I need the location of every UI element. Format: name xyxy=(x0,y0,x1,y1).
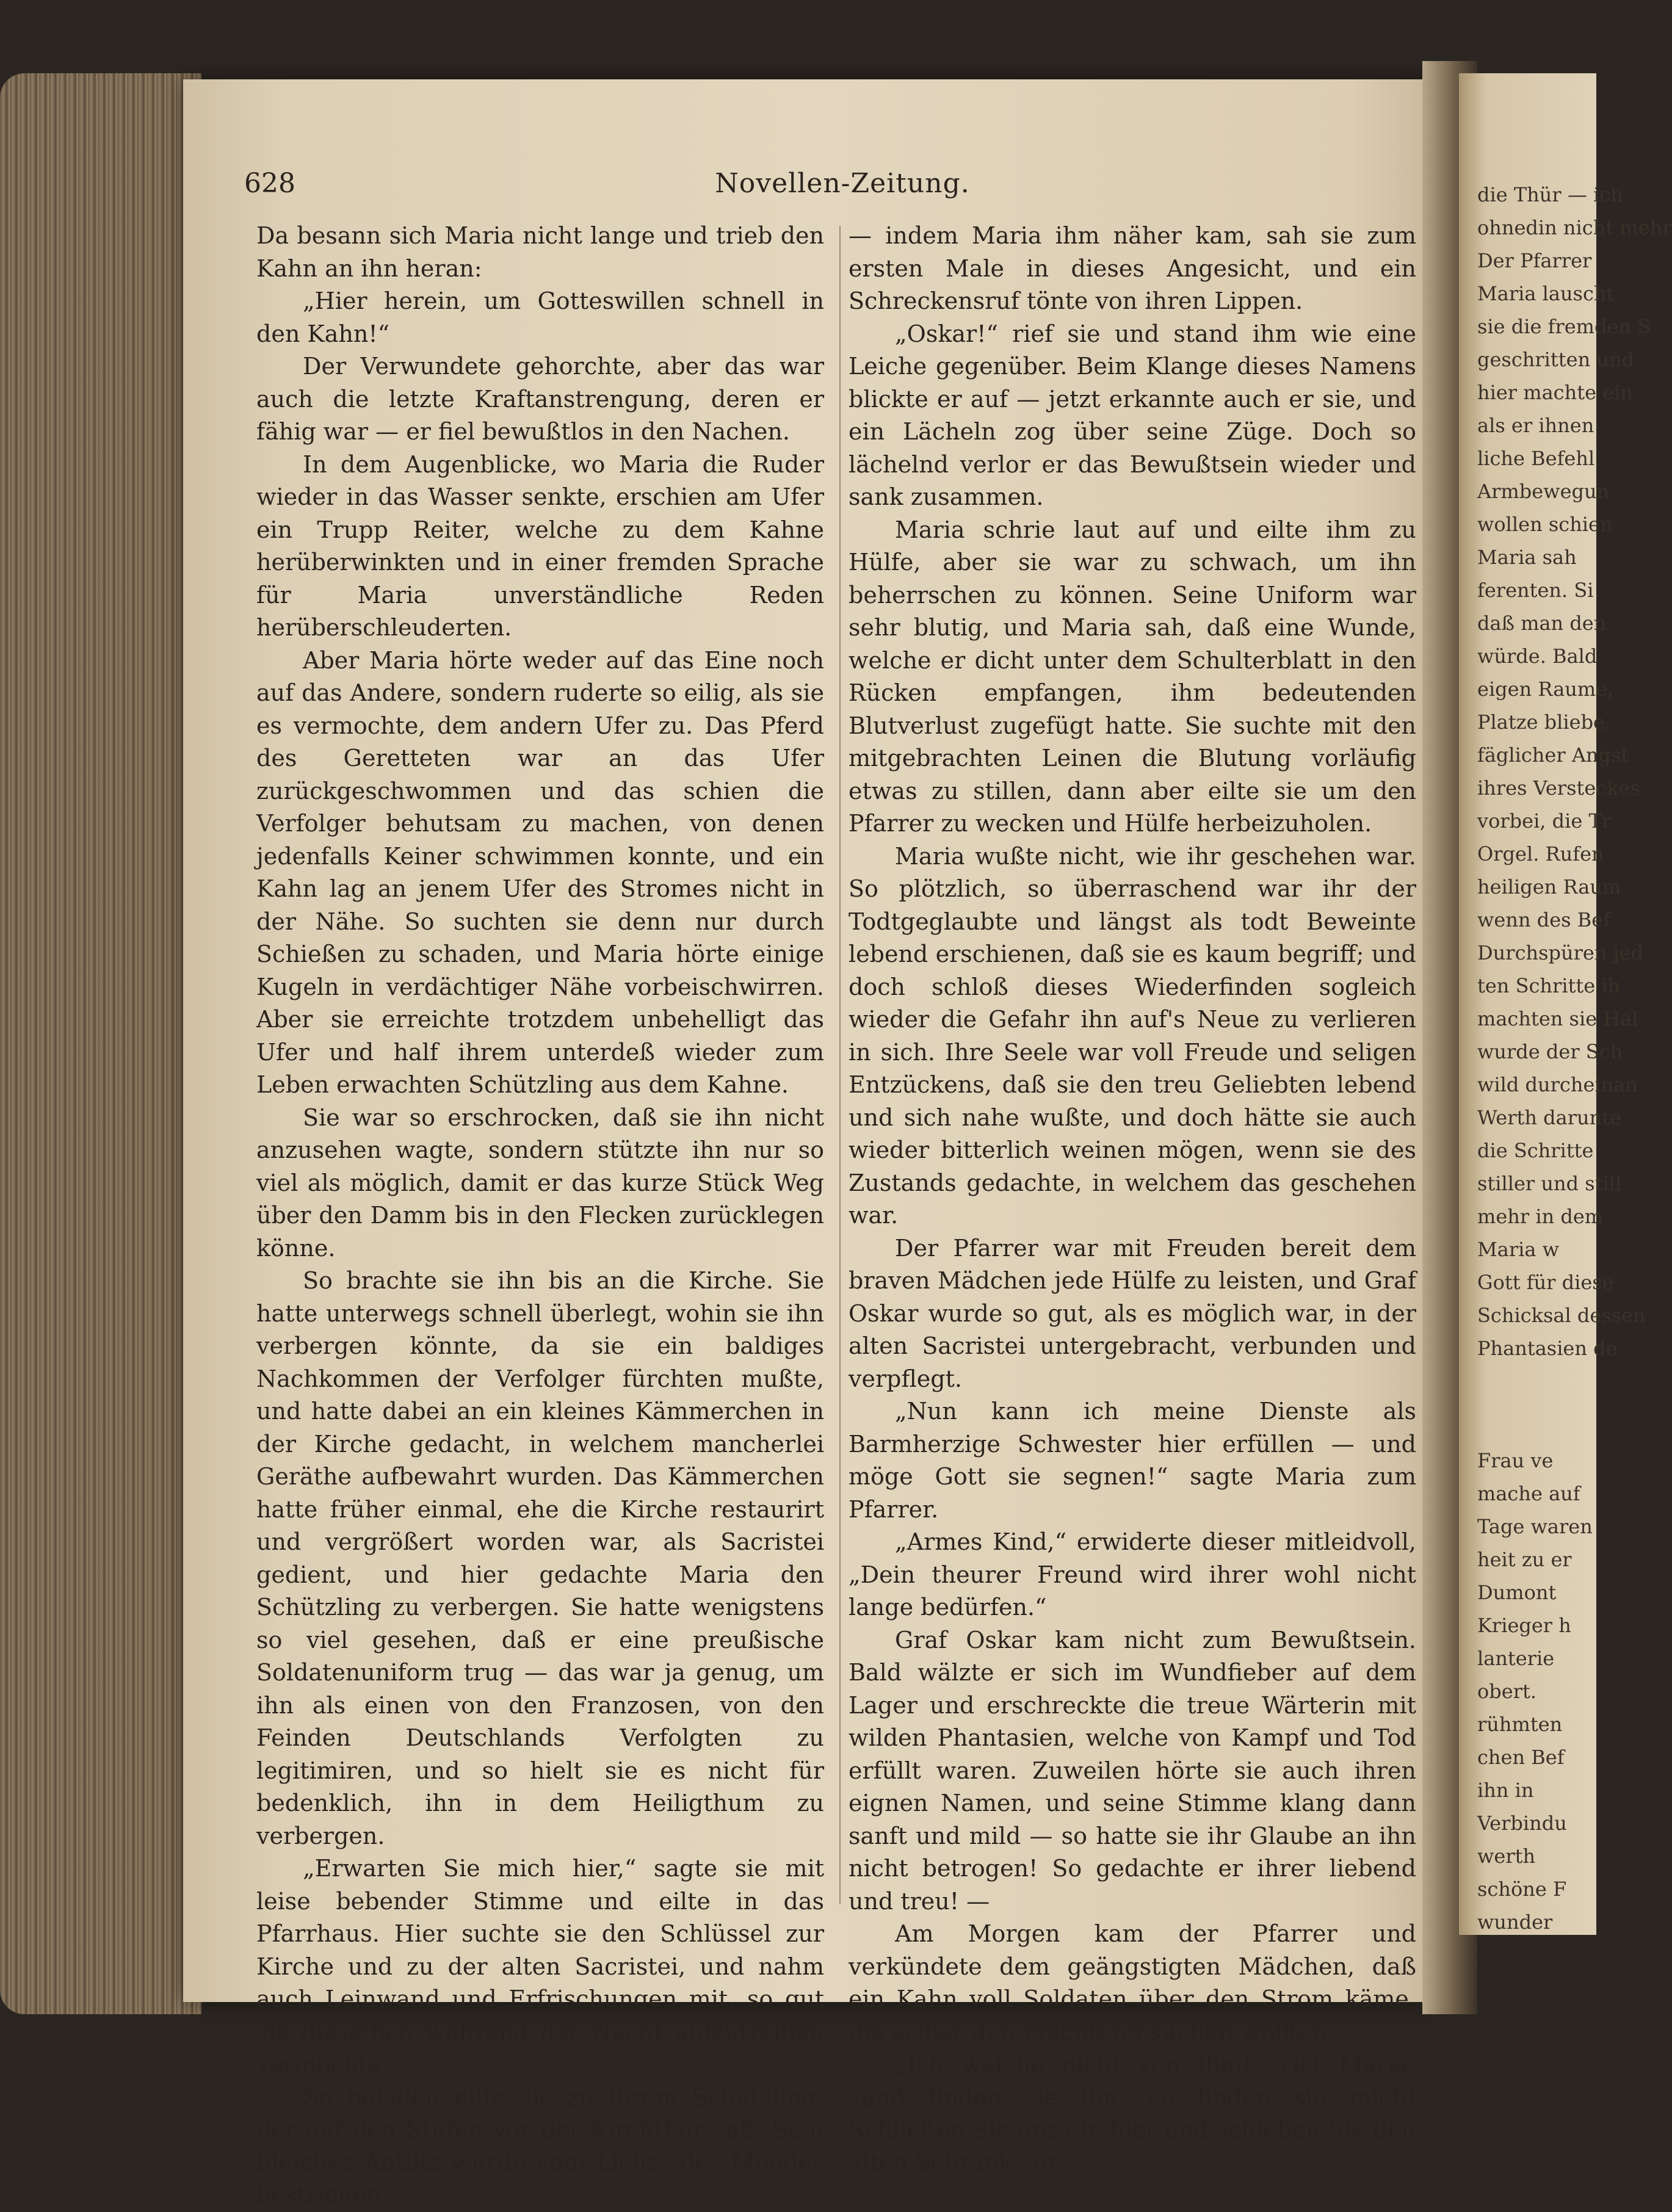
next-page-text-fragment: Durchspüren jed xyxy=(1477,941,1643,964)
next-page-text-fragment: Orgel. Rufen xyxy=(1477,842,1604,866)
next-page-text-fragment: heit zu er xyxy=(1477,1548,1572,1571)
next-page-text-fragment: Verbindu xyxy=(1477,1812,1567,1835)
paragraph: Der Pfarrer war mit Freuden bereit dem braven Mädchen jede Hülfe zu leisten, und Graf Oskar wurde so gut, als es möglich war, in der alten Sacristei untergebracht, verbunden und verpflegt. xyxy=(849,1234,1416,1392)
paragraph: — indem Maria ihm näher kam, sah sie zum ersten Male in dieses Angesicht, und ein Schreckensruf tönte von ihren Lippen. xyxy=(849,222,1416,314)
next-page-text-fragment: Armbewegun xyxy=(1477,480,1610,503)
paragraph: So beladen eilte sie zu ihrem Schützling, der auf den Stufen vor der Kirchthür saß. Sein bleiches Antlitz wurde vom Lichte des Mondes bestrichen xyxy=(256,2083,824,2208)
next-page-text-fragment: Der Pfarrer xyxy=(1477,249,1592,272)
paragraph: „Armes Kind,“ erwiderte dieser mitleidvoll, „Dein theurer Freund wird ihrer wohl nicht lange bedürfen.“ xyxy=(849,1528,1416,1621)
next-page-fragment xyxy=(1459,73,1672,1935)
next-page-text-fragment: Platze bliebe. xyxy=(1477,710,1612,734)
next-page-text-fragment: vorbei, die Tr xyxy=(1477,809,1612,833)
next-page-text-fragment: Dumont xyxy=(1477,1581,1557,1604)
page-header xyxy=(244,168,1441,204)
next-page-text-fragment: schöne F xyxy=(1477,1878,1567,1901)
paragraph: Da besann sich Maria nicht lange und trieb den Kahn an ihn heran: xyxy=(256,222,824,282)
next-page-text-fragment: heiligen Raum xyxy=(1477,875,1621,898)
next-page-text-fragment: sie die fremden S xyxy=(1477,315,1651,338)
next-page-text-fragment: stiller und still xyxy=(1477,1172,1622,1195)
next-page-text-fragment: Tage waren xyxy=(1477,1515,1593,1538)
paragraph: „Erwarten Sie mich hier,“ sagte sie mit leise bebender Stimme und eilte in das Pfarrhaus. Hier suchte sie den Schlüssel zur Kirche und zu der alten Sacristei, und nahm auch Leinwand und Erfrischungen mit, so gut sie dieselben während der Nacht aufzutreiben vermochte. xyxy=(256,1855,824,2078)
next-page-text-fragment: Werth darunte xyxy=(1477,1106,1622,1129)
next-page-text-fragment: mehr in dem xyxy=(1477,1205,1604,1228)
next-page-text-fragment: liche Befehl xyxy=(1477,447,1595,470)
paragraph: Graf Oskar kam nicht zum Bewußtsein. Bald wälzte er sich im Wundfieber auf dem Lager und erschreckte die treue Wärterin mit wilden Phantasien, welche von Kampf und Tod erfüllt waren. Zuweilen hörte sie auch ihren eignen Namen, und seine Stimme klang dann sanft und mild — so hatte sie ihr Glaube an ihn nicht betrogen! So gedachte er ihrer liebend und treu! — xyxy=(849,1626,1416,1915)
next-page-text-fragment: daß man den xyxy=(1477,612,1607,635)
next-page-text-fragment: Maria w xyxy=(1477,1238,1560,1261)
next-page-text-fragment: wollen schien xyxy=(1477,513,1613,536)
paragraph: Aber Maria hörte weder auf das Eine noch auf das Andere, sondern ruderte so eilig, als sie es vermochte, dem andern Ufer zu. Das Pferd des Geretteten war an das Ufer zurückgeschwommen und das schien die Verfolger behutsam zu machen, von denen jedenfalls Keiner schwimmen konnte, und ein Kahn lag an jenem Ufer des Stromes nicht in der Nähe. So suchten sie denn nur durch Schießen zu schaden, und Maria hörte einige Kugeln in verdächtiger Nähe vorbeischwirren. Aber sie erreichte trotzdem unbehelligt das Ufer und half ihrem unterdeß wieder zum Leben erwachten Schützling aus dem Kahne. xyxy=(256,646,824,1098)
page-number: 628 xyxy=(244,168,295,199)
right-column xyxy=(849,220,1416,2176)
next-page-text-fragment: mache auf xyxy=(1477,1482,1580,1505)
paragraph: „Nun kann ich meine Dienste als Barmherzige Schwester hier erfüllen — und möge Gott sie segnen!“ sagte Maria zum Pfarrer. xyxy=(849,1398,1416,1523)
next-page-text-fragment: Phantasien de xyxy=(1477,1337,1618,1360)
paragraph: „Ich weiche nicht von ihm!“ rief Maria, „und finden sie ihn, so finden sie mich! Schließen Sie uns ein hier und schieben Sie den alten Schrank vor xyxy=(849,2051,1416,2176)
next-page-text-fragment: ohnedin nicht mehr xyxy=(1477,216,1672,239)
next-page-text-fragment: geschritten und xyxy=(1477,348,1635,371)
next-page-text-fragment: eigen Raume, xyxy=(1477,678,1614,701)
next-page-text-fragment: Schicksal dessen xyxy=(1477,1304,1646,1327)
paragraph: So brachte sie ihn bis an die Kirche. Sie hatte unterwegs schnell überlegt, wohin sie ihn verbergen könnte, da sie ein baldiges Nachkommen der Verfolger fürchten mußte, und hatte dabei an ein kleines Kämmerchen in der Kirche gedacht, in welchem mancherlei Geräthe aufbewahrt wurden. Das Kämmerchen hatte früher einmal, ehe die Kirche restaurirt und vergrößert worden war, als Sacristei gedient, und hier gedachte Maria den Schützling zu verbergen. Sie hatte wenigstens so viel gesehen, daß er eine preußische Soldatenuniform trug — das war ja genug, um ihn als einen von den Franzosen, von den Feinden Deutschlands Verfolgten zu legitimiren, und so hielt sie es nicht für bedenklich, ihn in dem Heiligthum zu verbergen. xyxy=(256,1267,824,1849)
next-page-text-fragment: chen Bef xyxy=(1477,1746,1565,1769)
next-page-text-fragment: wunder xyxy=(1477,1910,1553,1934)
next-page-text-fragment: rühmten xyxy=(1477,1713,1563,1736)
next-page-text-fragment: fäglicher Angst xyxy=(1477,743,1629,767)
next-page-text-fragment: ferenten. Si xyxy=(1477,579,1594,602)
left-column xyxy=(256,220,824,2208)
paragraph: „Hier herein, um Gotteswillen schnell in den Kahn!“ xyxy=(256,287,824,347)
next-page-text-fragment: Krieger h xyxy=(1477,1614,1571,1637)
next-page-text-fragment: lanterie xyxy=(1477,1647,1555,1670)
paragraph: „Oskar!“ rief sie und stand ihm wie eine Leiche gegenüber. Beim Klange dieses Namens blickte er auf — jetzt erkannte auch er sie, und ein Lächeln zog über seine Züge. Doch so lächelnd verlor er das Bewußtsein wieder und sank zusammen. xyxy=(849,320,1416,510)
next-page-text-fragment: wenn des Bef xyxy=(1477,908,1611,931)
next-page-text-fragment: ihres Versteckes xyxy=(1477,776,1640,800)
column-divider xyxy=(839,226,841,1904)
paragraph: Der Verwundete gehorchte, aber das war auch die letzte Kraftanstrengung, deren er fähig war — er fiel bewußtlos in den Nachen. xyxy=(256,353,824,445)
running-title: Novellen-Zeitung. xyxy=(715,168,970,199)
next-page-text-fragment: ihn in xyxy=(1477,1779,1534,1802)
next-page-text-fragment: als er ihnen xyxy=(1477,414,1594,437)
next-page-text-fragment: die Schritte xyxy=(1477,1139,1594,1162)
next-page-text-fragment: die Thür — ich xyxy=(1477,183,1623,206)
next-page-text-fragment: machten sie Hal xyxy=(1477,1007,1638,1030)
next-page-text-fragment: Maria lauscht xyxy=(1477,282,1615,305)
paragraph: Maria wußte nicht, wie ihr geschehen war. So plötzlich, so überraschend war ihr der Todtgeglaubte und längst als todt Beweinte lebend erschienen, daß sie es kaum begriff; und doch schloß dieses Wiederfinden sogleich wieder die Gefahr ihn auf's Neue zu verlieren in sich. Ihre Seele war voll Freude und seligen Entzückens, daß sie den treu Geliebten lebend und sich nahe wußte, und doch hätte sie auch wieder bitterlich weinen mögen, wenn sie des Zustands gedachte, in welchem das geschehen war. xyxy=(849,842,1416,1229)
paragraph: Sie war so erschrocken, daß sie ihn nicht anzusehen wagte, sondern stützte ihn nur so viel als möglich, damit er das kurze Stück Weg über den Damm bis in den Flecken zurücklegen könne. xyxy=(256,1104,824,1262)
next-page-text-fragment: Maria sah xyxy=(1477,546,1577,569)
next-page-text-fragment: obert. xyxy=(1477,1680,1537,1703)
next-page-text-fragment: werth xyxy=(1477,1845,1536,1868)
next-page-text-fragment: hier machte ein xyxy=(1477,381,1633,404)
next-page-text-fragment: Frau ve xyxy=(1477,1449,1554,1472)
next-page-text-fragment: wild durcheinan xyxy=(1477,1073,1638,1096)
book-page-edges xyxy=(0,73,201,2014)
next-page-text-fragment: würde. Bald xyxy=(1477,645,1598,668)
next-page-text-fragment: ten Schritte ih xyxy=(1477,974,1621,997)
next-page-text-fragment: Gott für diese xyxy=(1477,1271,1614,1294)
paragraph: In dem Augenblicke, wo Maria die Ruder wieder in das Wasser senkte, erschien am Ufer ein Trupp Reiter, welche zu dem Kahne herüberwinkten und in einer fremden Sprache für Maria unverständliche Reden herüberschleuderten. xyxy=(256,450,824,641)
paragraph: Am Morgen kam der Pfarrer und verkündete dem geängstigten Mädchen, daß ein Kahn voll Soldaten über den Strom käme, die sicher den Flüchtling suchen wollten. xyxy=(849,1920,1416,2045)
next-page-text-fragment: wurde der Sch xyxy=(1477,1040,1623,1063)
paragraph: Maria schrie laut auf und eilte ihm zu Hülfe, aber sie war zu schwach, um ihn beherrschen zu können. Seine Uniform war sehr blutig, und Maria sah, daß eine Wunde, welche er dicht unter dem Schulterblatt in den Rücken empfangen, ihm bedeutenden Blutverlust zugefügt hatte. Sie suchte mit den mitgebrachten Leinen die Blutung vorläufig etwas zu stillen, dann aber eilte sie um den Pfarrer zu wecken und Hülfe herbeizuholen. xyxy=(849,516,1416,837)
